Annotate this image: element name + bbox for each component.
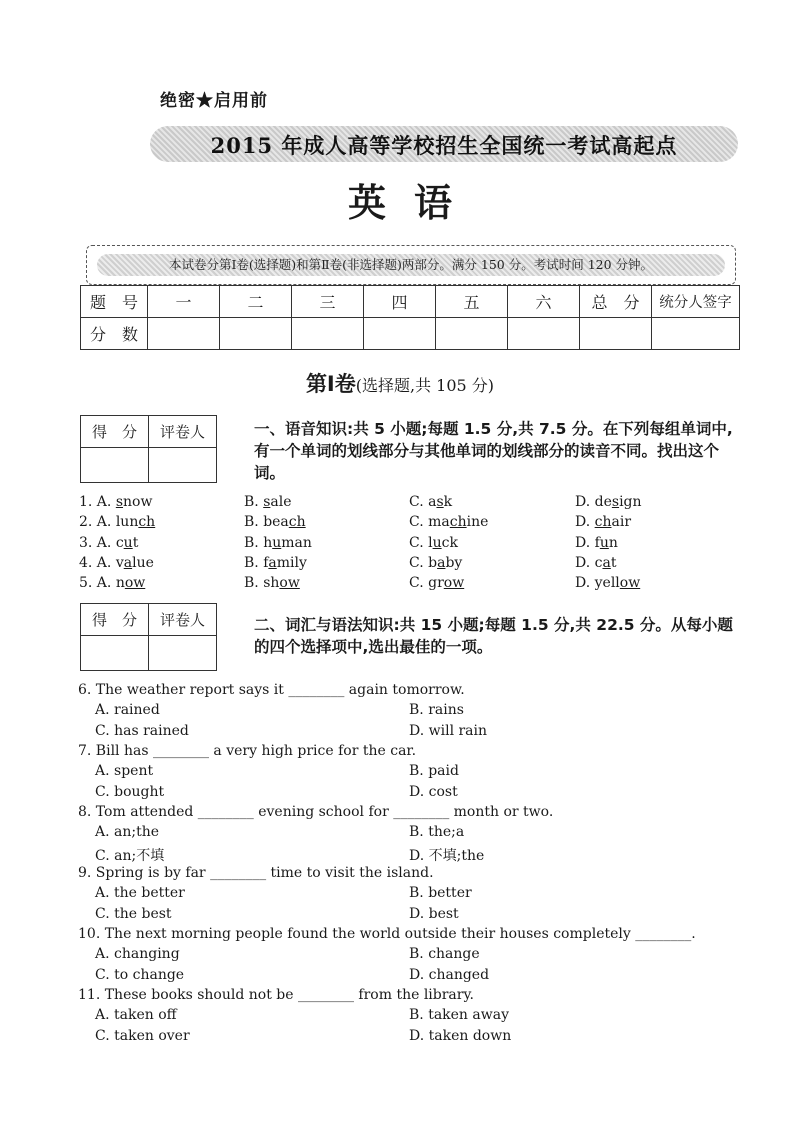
exam-note-box xyxy=(86,245,736,285)
grader-label: 评卷人 xyxy=(149,604,217,636)
phonetic-option: C. ask xyxy=(409,494,453,510)
answer-option: D. taken down xyxy=(409,1027,512,1044)
score-cell: 分 数 xyxy=(81,318,148,350)
underlined-letters: ch xyxy=(138,514,156,531)
phonetic-option: D. chair xyxy=(575,514,632,531)
score-input-cell[interactable] xyxy=(580,318,652,350)
answer-option: A. the better xyxy=(95,885,185,902)
phonetic-option: C. grow xyxy=(409,575,465,592)
answer-option: D. changed xyxy=(409,966,490,983)
answer-option: A. changing xyxy=(95,946,180,963)
phonetic-option: 5. A. now xyxy=(79,575,146,592)
answer-option: A. an;the xyxy=(95,824,160,841)
answer-option: B. taken away xyxy=(409,1007,509,1024)
underlined-letters: u xyxy=(272,534,282,551)
score-cell: 一 xyxy=(148,286,220,318)
score-cell: 三 xyxy=(292,286,364,318)
underlined-letters: u xyxy=(599,534,609,551)
grader-box-1 xyxy=(80,415,217,483)
grader-label: 评卷人 xyxy=(149,416,217,448)
underlined-letters: ch xyxy=(288,514,306,531)
grader-score-cell[interactable] xyxy=(81,448,149,483)
underlined-letters: ow xyxy=(279,575,300,592)
underlined-letters: a xyxy=(268,554,277,571)
answer-option: C. an;不填 xyxy=(95,847,165,864)
score-input-cell[interactable] xyxy=(436,318,508,350)
score-cell: 五 xyxy=(436,286,508,318)
score-table-score-row xyxy=(81,318,740,350)
grader-score-cell[interactable] xyxy=(81,636,149,671)
answer-option: B. the;a xyxy=(409,824,465,841)
answer-option: C. taken over xyxy=(95,1027,190,1044)
score-input-cell[interactable] xyxy=(364,318,436,350)
underlined-letters: a xyxy=(437,554,446,571)
answer-option: A. spent xyxy=(95,763,154,780)
answer-option: A. taken off xyxy=(95,1007,177,1024)
score-cell: 统分人签字 xyxy=(652,286,740,318)
underlined-letters: s xyxy=(263,494,271,510)
phonetic-option: B. human xyxy=(244,534,312,551)
score-input-cell[interactable] xyxy=(220,318,292,350)
phonetic-option: C. luck xyxy=(409,534,458,551)
answer-option: B. rains xyxy=(409,702,464,719)
question-stem: 6. The weather report says it ________ again tomorrow. xyxy=(78,682,465,698)
answer-option: C. to change xyxy=(95,966,185,983)
score-input-cell[interactable] xyxy=(148,318,220,350)
answer-option: A. rained xyxy=(95,702,160,719)
score-input-cell[interactable] xyxy=(652,318,740,350)
score-cell: 题 号 xyxy=(81,286,148,318)
score-input-cell[interactable] xyxy=(292,318,364,350)
answer-option: B. change xyxy=(409,946,480,963)
score-cell: 四 xyxy=(364,286,436,318)
underlined-letters: u xyxy=(432,534,442,551)
grader-sign-cell[interactable] xyxy=(149,636,217,671)
underlined-letters: s xyxy=(436,494,444,510)
phonetic-option: D. cat xyxy=(575,554,617,571)
answer-option: B. better xyxy=(409,885,472,902)
underlined-letters: s xyxy=(611,494,620,510)
question-stem: 9. Spring is by far ________ time to visit the island. xyxy=(78,865,434,881)
part1-title: 第Ⅰ卷 xyxy=(305,372,356,396)
question-stem: 11. These books should not be ________ from the library. xyxy=(78,987,474,1003)
grader-sign-cell[interactable] xyxy=(149,448,217,483)
question-stem: 10. The next morning people found the world outside their houses completely ________. xyxy=(78,926,696,942)
exam-title: 2015 年成人高等学校招生全国统一考试高起点 xyxy=(210,133,678,158)
score-cell: 二 xyxy=(220,286,292,318)
underlined-letters: ch xyxy=(594,514,612,531)
answer-option: D. cost xyxy=(409,783,458,800)
phonetic-option: D. fun xyxy=(575,534,618,551)
phonetic-option: C. machine xyxy=(409,514,489,531)
phonetic-option: D. design xyxy=(575,494,642,510)
underlined-letters: u xyxy=(123,534,133,551)
exam-title-banner xyxy=(150,126,738,162)
phonetic-option: B. beach xyxy=(244,514,306,531)
answer-option: D. will rain xyxy=(409,722,488,739)
confidential-label: 绝密★启用前 xyxy=(160,91,268,111)
answer-option: C. has rained xyxy=(95,722,189,739)
section1-instruction: 一、语音知识:共 5 小题;每题 1.5 分,共 7.5 分。在下列每组单词中,有一个单词的划线部分与其他单词的划线部分的读音不同。找出这个词。 xyxy=(254,420,733,482)
phonetic-option: 3. A. cut xyxy=(79,534,139,551)
underlined-letters: ow xyxy=(124,575,146,592)
grader-score-label: 得 分 xyxy=(81,416,149,448)
answer-option: D. 不填;the xyxy=(409,847,485,864)
underlined-letters: a xyxy=(123,554,133,571)
phonetic-option: B. family xyxy=(244,554,307,571)
phonetic-option: 1. A. snow xyxy=(79,494,153,510)
phonetic-option: 4. A. value xyxy=(79,554,154,571)
phonetic-option: 2. A. lunch xyxy=(79,514,156,531)
answer-option: C. bought xyxy=(95,783,165,800)
phonetic-option: B. show xyxy=(244,575,300,592)
grader-box-2 xyxy=(80,603,217,671)
part1-subtitle: (选择题,共 105 分) xyxy=(355,376,495,395)
question-stem: 7. Bill has ________ a very high price for the car. xyxy=(78,743,417,759)
subject-title: 英语 xyxy=(347,181,480,225)
question-stem: 8. Tom attended ________ evening school for ________ month or two. xyxy=(78,804,554,820)
score-cell: 六 xyxy=(508,286,580,318)
score-table-header-row xyxy=(81,286,740,318)
underlined-letters: ow xyxy=(619,575,641,592)
answer-option: D. best xyxy=(409,905,459,922)
part1-heading xyxy=(0,368,800,398)
underlined-letters: ch xyxy=(449,514,467,531)
grader-score-label: 得 分 xyxy=(81,604,149,636)
section2-instruction: 二、词汇与语法知识:共 15 小题;每题 1.5 分,共 22.5 分。从每小题的四个选择项中,选出最佳的一项。 xyxy=(254,616,733,656)
phonetic-option: D. yellow xyxy=(575,575,641,592)
underlined-letters: ow xyxy=(443,575,465,592)
score-input-cell[interactable] xyxy=(508,318,580,350)
underlined-letters: s xyxy=(115,494,124,510)
answer-option: C. the best xyxy=(95,905,172,922)
score-table xyxy=(80,285,740,350)
exam-note: 本试卷分第Ⅰ卷(选择题)和第Ⅱ卷(非选择题)两部分。满分 150 分。考试时间 120 分钟。 xyxy=(97,254,725,276)
score-cell: 总 分 xyxy=(580,286,652,318)
phonetic-option: B. sale xyxy=(244,494,292,510)
answer-option: B. paid xyxy=(409,763,459,780)
phonetic-option: C. baby xyxy=(409,554,463,571)
underlined-letters: a xyxy=(602,554,611,571)
